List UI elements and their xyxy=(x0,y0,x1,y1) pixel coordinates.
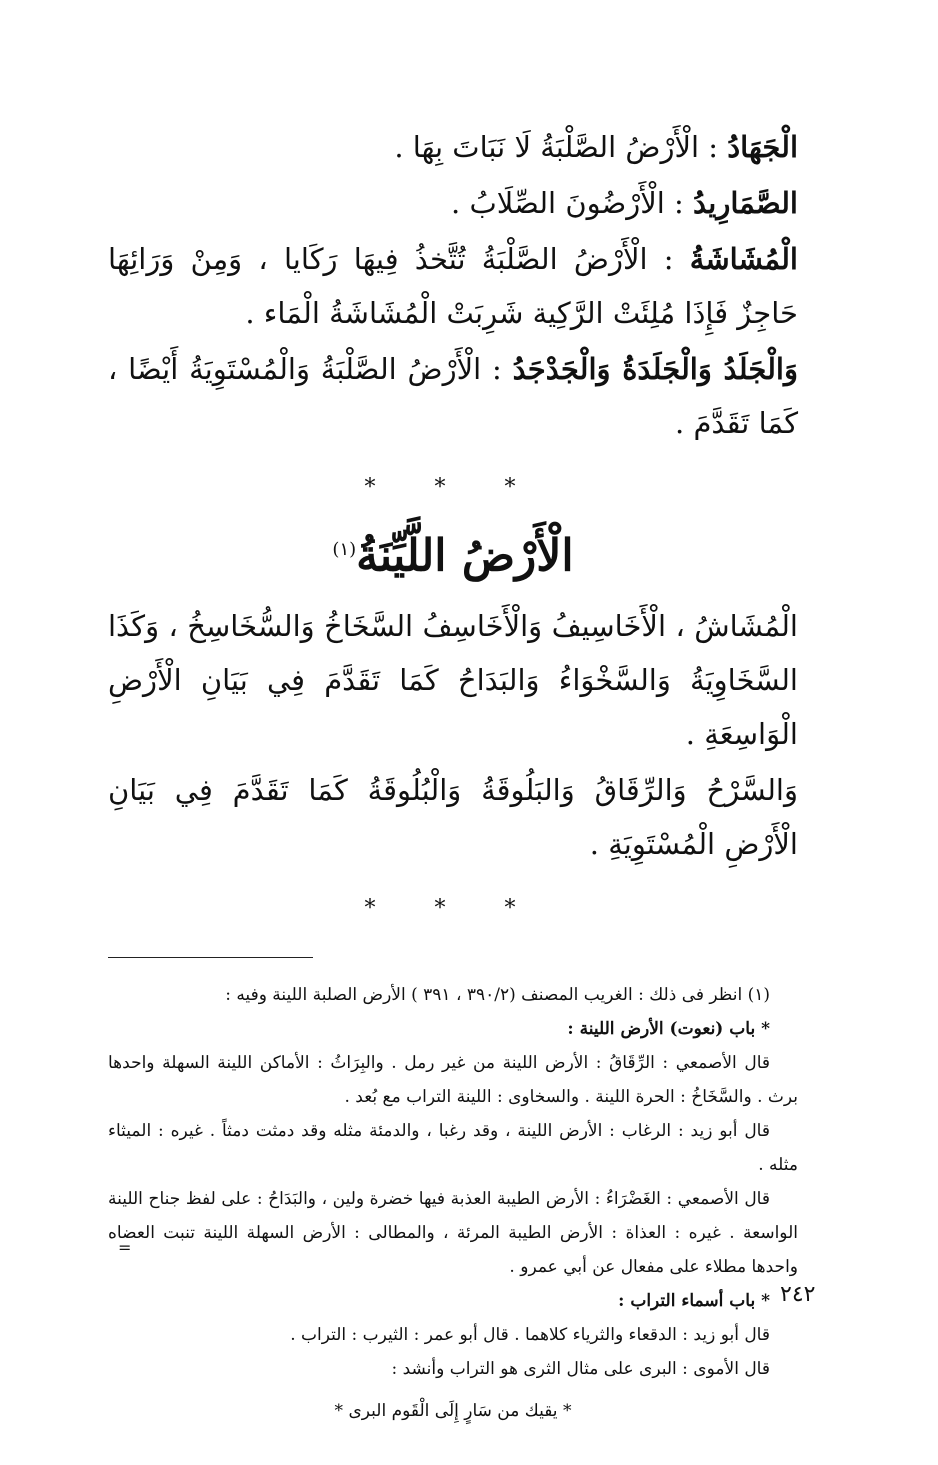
entry-definition: : الْأَرْضُونَ الصِّلَابُ . xyxy=(451,186,694,220)
footnote-heading: * باب (نعوت) الأرض اللينة : xyxy=(567,1018,770,1039)
footnote-paragraph: قال الأصمعي : الرِّقَاقُ : الأرض اللينة من غير رمل . والبِرَاثُ : الأماكن اللينة السهلة واحدها برث . والسَّخَاخُ : الحرة اللينة . والسخاوى : اللينة التراب مع بُعد . xyxy=(108,1052,798,1107)
footnotes xyxy=(108,978,798,1428)
entry-term: الْمُشَاشَةُ xyxy=(689,242,798,276)
entry-definition: : الْأَرْضُ الصَّلْبَةُ وَالْمُسْتَوِيَةُ أَيْضًا ، كَمَا تَقَدَّمَ . xyxy=(108,352,798,440)
book-page xyxy=(108,120,798,1428)
footnote-separator xyxy=(108,957,313,958)
section-title xyxy=(108,518,798,589)
page-number: ٢٤٢ xyxy=(780,1282,816,1307)
footnote-heading: * باب أسماء التراب : xyxy=(618,1290,770,1311)
footnote-paragraph: قال أبو زيد : الدقعاء والثرياء كلاهما . قال أبو عمر : الثيرب : التراب . xyxy=(290,1324,770,1345)
main-text xyxy=(108,120,798,929)
entry-definition: : الْأَرْضُ الصَّلْبَةُ لَا نَبَاتَ بِهَا . xyxy=(394,130,728,164)
continuation-mark: = xyxy=(118,1238,132,1257)
footnote-reference: (١) xyxy=(332,539,357,560)
section-title-text: الْأَرْضُ اللَّيِّنَةُ xyxy=(356,530,574,582)
footnote-paragraph: قال الأصمعي : الغَضْرَاءُ : الأرض الطيبة العذبة فيها خضرة ولين ، والبَدَاحُ : على لفظ جناح اللينة الواسعة . غيره : العذاة : الأرض الطيبة المرئة ، والمطالى : الأرض السهلة اللينة تنبت العضاه واحدها مطلاء على مفعال عن أبي عمرو . xyxy=(108,1188,798,1277)
entry-term: وَالْجَلَدُ وَالْجَلَدَةُ وَالْجَدْجَدُ xyxy=(512,352,798,386)
section-paragraph: الْمُشَاشُ ، الْأَخَاسِيفُ وَالْأَخَاسِفُ السَّخَاخُ وَالسُّخَاسِخُ ، وَكَذَا السَّخَاوِيَةُ وَالسَّخْوَاءُ وَالبَدَاحُ كَمَا تَقَدَّمَ فِي بَيَانِ الْأَرْضِ الْوَاسِعَةِ . xyxy=(108,608,798,751)
entry-term: الْجَهَادُ xyxy=(727,130,798,164)
footnote-paragraph: قال أبو زيد : الرغاب : الأرض اللينة ، وقد رغبا ، والدمئة مثله وقد دمثت دمثاً . غيره : الميثاء مثله . xyxy=(108,1120,798,1175)
entry-jahad xyxy=(108,120,798,174)
footnote-intro: (١) انظر فى ذلك : الغريب المصنف (٣٩٠/٢ ، ٣٩١ ) الأرض الصلبة اللينة وفيه : xyxy=(225,984,770,1005)
section-divider-stars: * * * xyxy=(364,475,542,500)
section-paragraph: وَالسَّرْحُ وَالرِّقَاقُ وَالبَلُوقَةُ وَالْبُلُوقَةُ كَمَا تَقَدَّمَ فِي بَيَانِ الْأَرْضِ الْمُسْتَوِيَةِ . xyxy=(108,772,798,861)
entry-samarid xyxy=(108,176,798,230)
footnote-paragraph: قال الأموى : البرى على مثال الثرى هو التراب وأنشد : xyxy=(391,1358,770,1379)
entry-jalad xyxy=(108,342,798,450)
entry-mushasha xyxy=(108,232,798,340)
section-divider-stars-2: * * * xyxy=(364,895,542,921)
entry-term: الصَّمَارِيدُ xyxy=(693,186,798,220)
entry-definition: : الْأَرْضُ الصَّلْبَةُ تُتَّخذُ فِيهَا رَكَايا ، وَمِنْ وَرَائِهَا حَاجِزٌ فَإِذَا مُلِئَتْ الرَّكِية شَرِبَتْ الْمُشَاشَةُ الْمَاء . xyxy=(108,242,798,330)
footnote-verse: * يقيك من سَارٍ إِلَى الْقَوم البرى * xyxy=(334,1400,572,1421)
